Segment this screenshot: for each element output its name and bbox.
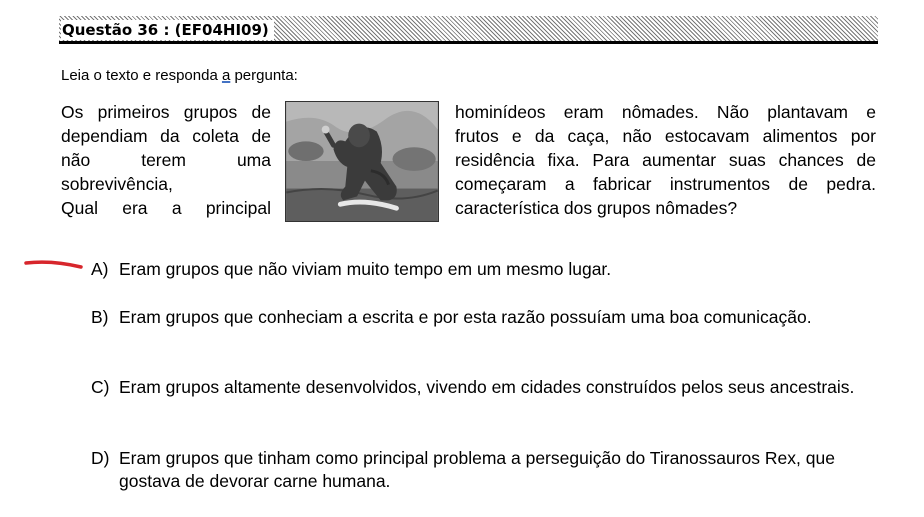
instruction-text xyxy=(61,66,298,86)
option-text: Eram grupos que tinham como principal problema a perseguição do Tiranossauros Rex, que gostava de devorar carne humana. xyxy=(119,448,835,491)
hominid-illustration xyxy=(285,101,439,222)
option-text: Eram grupos que não viviam muito tempo em um mesmo lugar. xyxy=(119,259,612,279)
option-letter: C) xyxy=(91,377,110,397)
hominid-illustration-drawing xyxy=(286,102,438,221)
passage-line: começaram a fabricar instrumentos de pedra. xyxy=(455,174,876,194)
option-b[interactable] xyxy=(91,306,891,329)
passage-line: hominídeos eram nômades. Não plantavam e xyxy=(455,102,876,122)
option-c[interactable] xyxy=(91,376,891,399)
passage-line: dependiam da coleta de xyxy=(61,126,271,146)
passage-line: sobrevivência, xyxy=(61,174,173,194)
passage-line: Qual era a principal xyxy=(61,198,271,218)
option-d[interactable] xyxy=(91,447,891,493)
option-a[interactable] xyxy=(91,258,891,281)
passage-line: não terem uma xyxy=(61,150,271,170)
instruction-highlight: a xyxy=(221,67,231,84)
passage-line: residência fixa. Para aumentar suas chances de xyxy=(455,150,876,170)
instruction-start: Leia o texto e responda xyxy=(61,67,222,84)
option-letter: A) xyxy=(91,259,109,279)
question-title: Questão 36 : (EF04HI09) xyxy=(61,20,274,40)
passage-line: Os primeiros grupos de xyxy=(61,102,271,122)
passage-right-column xyxy=(455,100,876,220)
option-text: Eram grupos que conheciam a escrita e por esta razão possuíam uma boa comunicação. xyxy=(119,307,812,327)
passage-left-column xyxy=(61,100,271,220)
header-rule xyxy=(59,41,878,44)
passage-line: frutos e da caça, não estocavam alimentos por xyxy=(455,126,876,146)
passage-line: característica dos grupos nômades? xyxy=(455,198,738,218)
instruction-end: pergunta: xyxy=(230,67,298,84)
red-answer-mark xyxy=(24,258,84,272)
option-letter: B) xyxy=(91,307,109,327)
option-letter: D) xyxy=(91,448,110,468)
option-text: Eram grupos altamente desenvolvidos, vivendo em cidades construídos pelos seus ancestrais. xyxy=(119,377,855,397)
